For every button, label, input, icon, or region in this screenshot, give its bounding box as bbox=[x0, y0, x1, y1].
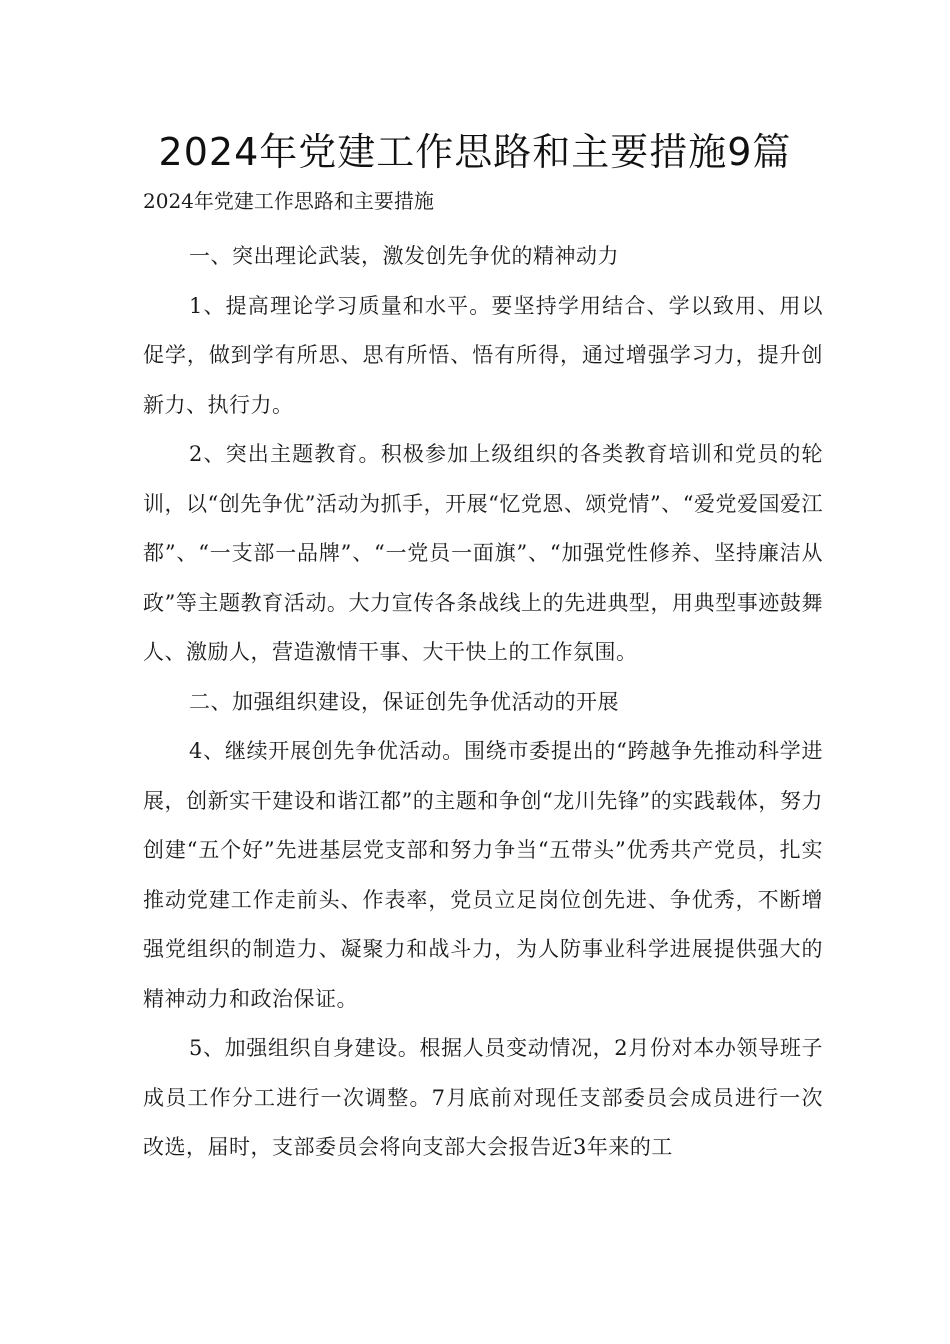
section-heading-2: 二、加强组织建设，保证创先争优活动的开展 bbox=[189, 689, 619, 714]
document-subtitle: 2024年党建工作思路和主要措施 bbox=[143, 189, 434, 213]
document-body bbox=[143, 232, 823, 1173]
paragraph-item-2: 2、突出主题教育。积极参加上级组织的各类教育培训和党员的轮训，以“创先争优”活动为抓手，开展“忆党恩、颂党情”、“爱党爱国爱江都”、“一支部一品牌”、“一党员一面旗”、“加强党性修养、坚持廉洁从政”等主题教育活动。大力宣传各条战线上的先进典型，用典型事迹鼓舞人、激励人，营造激情干事、大干快上的工作氛围。 bbox=[143, 442, 823, 664]
paragraph-item-4: 4、继续开展创先争优活动。围绕市委提出的“跨越争先推动科学进展，创新实干建设和谐江都”的主题和争创“龙川先锋”的实践载体，努力创建“五个好”先进基层党支部和努力争当“五带头”优秀共产党员，扎实推动党建工作走前头、作表率，党员立足岗位创先进、争优秀，不断增强党组织的制造力、凝聚力和战斗力，为人防事业科学进展提供强大的精神动力和政治保证。 bbox=[143, 739, 823, 1011]
paragraph-item-5: 5、加强组织自身建设。根据人员变动情况，2月份对本办领导班子成员工作分工进行一次调整。7月底前对现任支部委员会成员进行一次改选，届时，支部委员会将向支部大会报告近3年来的工 bbox=[143, 1036, 823, 1159]
document-title: 2024年党建工作思路和主要措施9篇 bbox=[158, 130, 792, 174]
section-heading-1: 一、突出理论武装，激发创先争优的精神动力 bbox=[189, 244, 619, 268]
paragraph-item-1: 1、提高理论学习质量和水平。要坚持学用结合、学以致用、用以促学，做到学有所思、思有所悟、悟有所得，通过增强学习力，提升创新力、执行力。 bbox=[143, 293, 823, 417]
